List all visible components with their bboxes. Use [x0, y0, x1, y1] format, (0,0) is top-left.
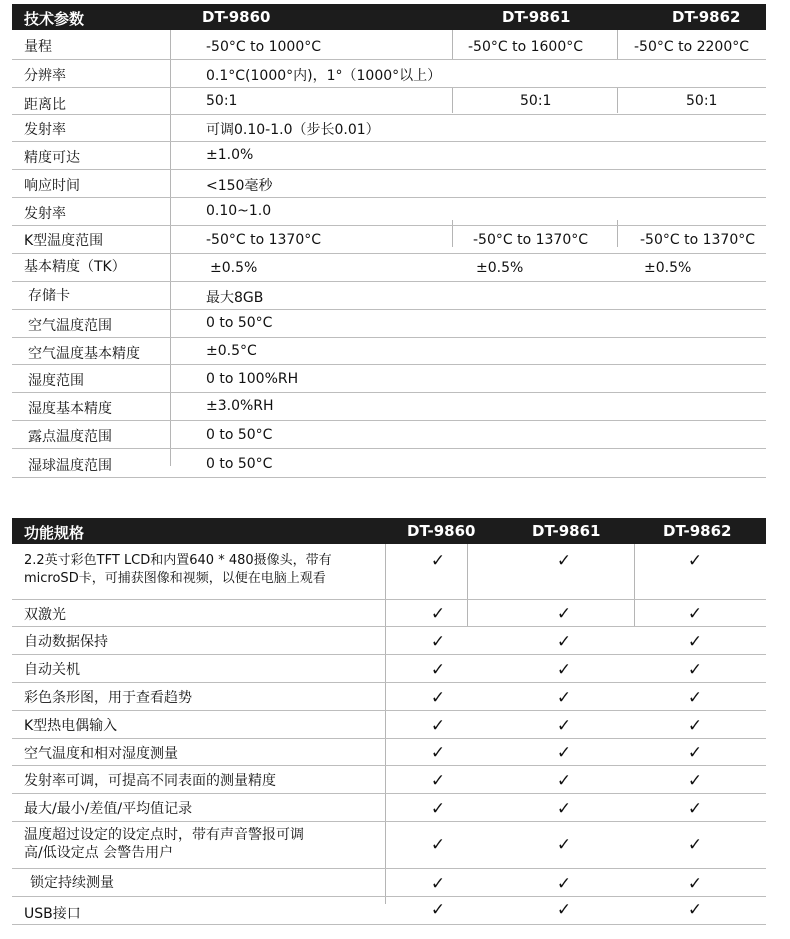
feature-label: 锁定持续测量 [30, 875, 114, 891]
spec-value-dt9862: 50:1 [686, 93, 718, 109]
tech-specs-table [12, 4, 766, 478]
check-icon: ✓ [556, 604, 572, 624]
header-model-dt9862: DT-9862 [663, 522, 732, 540]
check-icon: ✓ [430, 604, 446, 624]
feature-label: 彩色条形图，用于查看趋势 [24, 690, 192, 706]
check-icon: ✓ [430, 900, 446, 920]
check-icon: ✓ [556, 799, 572, 819]
spec-row [12, 338, 766, 365]
features-body [12, 544, 766, 925]
check-icon: ✓ [687, 799, 703, 819]
spec-value-dt9862: -50°C to 1370°C [640, 232, 756, 248]
check-icon: ✓ [687, 551, 703, 571]
spec-row [12, 226, 766, 254]
feature-row [12, 766, 766, 794]
spec-row [12, 142, 766, 170]
feature-label-line1: 2.2英寸彩色TFT LCD和内置640 * 480摄像头，带有 [24, 553, 332, 568]
feature-label-line2: 高/低设定点 会警告用户 [24, 845, 174, 861]
feature-label-line2: microSD卡，可捕获图像和视频，以便在电脑上观看 [24, 571, 326, 586]
spec-value: <150毫秒 [206, 178, 273, 194]
feature-label: 最大/最小/差值/平均值记录 [24, 801, 193, 817]
spec-value: ±3.0%RH [206, 398, 274, 414]
check-icon: ✓ [430, 660, 446, 680]
check-icon: ✓ [687, 771, 703, 791]
spec-label: 存储卡 [28, 288, 70, 304]
tech-specs-title: 技术参数 [24, 10, 85, 28]
spec-value-dt9860: ±0.5% [210, 260, 258, 276]
header-model-dt9861: DT-9861 [532, 522, 601, 540]
feature-label: USB接口 [24, 906, 81, 922]
spec-label: 距离比 [24, 97, 66, 113]
spec-row [12, 198, 766, 226]
check-icon: ✓ [430, 551, 446, 571]
tech-specs-header [12, 4, 766, 30]
check-icon: ✓ [687, 688, 703, 708]
spec-row [12, 421, 766, 449]
check-icon: ✓ [556, 771, 572, 791]
feature-row [12, 544, 766, 600]
check-icon: ✓ [556, 835, 572, 855]
check-icon: ✓ [430, 799, 446, 819]
check-icon: ✓ [687, 660, 703, 680]
spec-value-dt9862: ±0.5% [644, 260, 692, 276]
spec-label: 空气温度基本精度 [28, 346, 140, 362]
check-icon: ✓ [687, 632, 703, 652]
check-icon: ✓ [687, 874, 703, 894]
feature-row [12, 739, 766, 766]
check-icon: ✓ [687, 716, 703, 736]
check-icon: ✓ [430, 716, 446, 736]
spec-label: 精度可达 [24, 150, 80, 166]
check-icon: ✓ [430, 743, 446, 763]
feature-row [12, 822, 766, 869]
feature-label-line1: 温度超过设定的设定点时，带有声音警报可调 [24, 827, 304, 843]
spec-label: 空气温度范围 [28, 318, 112, 334]
header-model-dt9860: DT-9860 [407, 522, 476, 540]
check-icon: ✓ [430, 835, 446, 855]
check-icon: ✓ [687, 900, 703, 920]
check-icon: ✓ [687, 835, 703, 855]
spec-row [12, 310, 766, 338]
features-header [12, 518, 766, 544]
spec-row [12, 170, 766, 198]
check-icon: ✓ [430, 874, 446, 894]
spec-row [12, 88, 766, 115]
features-table [12, 518, 766, 925]
check-icon: ✓ [556, 551, 572, 571]
tech-specs-body [12, 30, 766, 478]
spec-row [12, 449, 766, 478]
spec-value-dt9860: -50°C to 1370°C [206, 232, 322, 248]
check-icon: ✓ [556, 688, 572, 708]
spec-label: 发射率 [24, 122, 66, 138]
feature-label: 自动数据保持 [24, 634, 108, 650]
spec-value-dt9860: -50°C to 1000°C [206, 39, 322, 55]
spec-label: 基本精度（TK） [24, 259, 126, 275]
feature-label [24, 826, 304, 862]
feature-row [12, 897, 766, 925]
spec-label: 露点温度范围 [28, 429, 112, 445]
spec-value: 0 to 50°C [206, 315, 273, 331]
spec-row [12, 254, 766, 282]
spec-value: ±0.5°C [206, 343, 257, 359]
check-icon: ✓ [430, 771, 446, 791]
check-icon: ✓ [687, 604, 703, 624]
header-model-dt9862: DT-9862 [672, 8, 741, 26]
spec-label: 湿度基本精度 [28, 401, 112, 417]
spec-value: 最大8GB [206, 290, 264, 306]
spec-value-dt9860: 50:1 [206, 93, 238, 109]
spec-value-dt9861: -50°C to 1600°C [468, 39, 584, 55]
spec-row [12, 393, 766, 421]
spec-value: 0 to 50°C [206, 456, 273, 472]
spec-value: 0.1°C(1000°内)，1°（1000°以上） [206, 68, 442, 84]
feature-label: 空气温度和相对湿度测量 [24, 746, 178, 762]
feature-row [12, 600, 766, 627]
header-model-dt9860: DT-9860 [202, 8, 271, 26]
spec-label: 量程 [24, 39, 52, 55]
check-icon: ✓ [556, 874, 572, 894]
spec-value: 0 to 50°C [206, 427, 273, 443]
spec-label: 响应时间 [24, 178, 80, 194]
spec-value-dt9861: -50°C to 1370°C [473, 232, 589, 248]
features-title: 功能规格 [24, 524, 85, 542]
spec-row [12, 30, 766, 60]
feature-row [12, 627, 766, 655]
feature-row [12, 655, 766, 683]
spec-label: 分辨率 [24, 68, 66, 84]
check-icon: ✓ [687, 743, 703, 763]
feature-row [12, 683, 766, 711]
spec-value-dt9861: 50:1 [520, 93, 552, 109]
check-icon: ✓ [430, 688, 446, 708]
spec-value: 0.10~1.0 [206, 203, 272, 219]
spec-row [12, 60, 766, 88]
feature-label: 自动关机 [24, 662, 80, 678]
check-icon: ✓ [556, 900, 572, 920]
spec-label: K型温度范围 [24, 233, 104, 249]
spec-row [12, 282, 766, 310]
spec-row [12, 115, 766, 142]
spec-label: 发射率 [24, 206, 66, 222]
feature-row [12, 711, 766, 739]
spec-row [12, 365, 766, 393]
check-icon: ✓ [556, 660, 572, 680]
spec-value-dt9862: -50°C to 2200°C [634, 39, 750, 55]
header-model-dt9861: DT-9861 [502, 8, 571, 26]
spec-label: 湿球温度范围 [28, 458, 112, 474]
spec-value: 可调0.10-1.0（步长0.01） [206, 122, 380, 138]
spec-value: ±1.0% [206, 147, 254, 163]
check-icon: ✓ [430, 632, 446, 652]
spec-label: 湿度范围 [28, 373, 84, 389]
spec-value-dt9861: ±0.5% [476, 260, 524, 276]
feature-label [24, 552, 332, 588]
check-icon: ✓ [556, 632, 572, 652]
feature-label: K型热电偶输入 [24, 718, 118, 734]
feature-row [12, 794, 766, 822]
feature-label: 双激光 [24, 607, 66, 623]
check-icon: ✓ [556, 743, 572, 763]
feature-label: 发射率可调，可提高不同表面的测量精度 [24, 773, 276, 789]
spec-value: 0 to 100%RH [206, 371, 299, 387]
feature-row [12, 869, 766, 897]
check-icon: ✓ [556, 716, 572, 736]
